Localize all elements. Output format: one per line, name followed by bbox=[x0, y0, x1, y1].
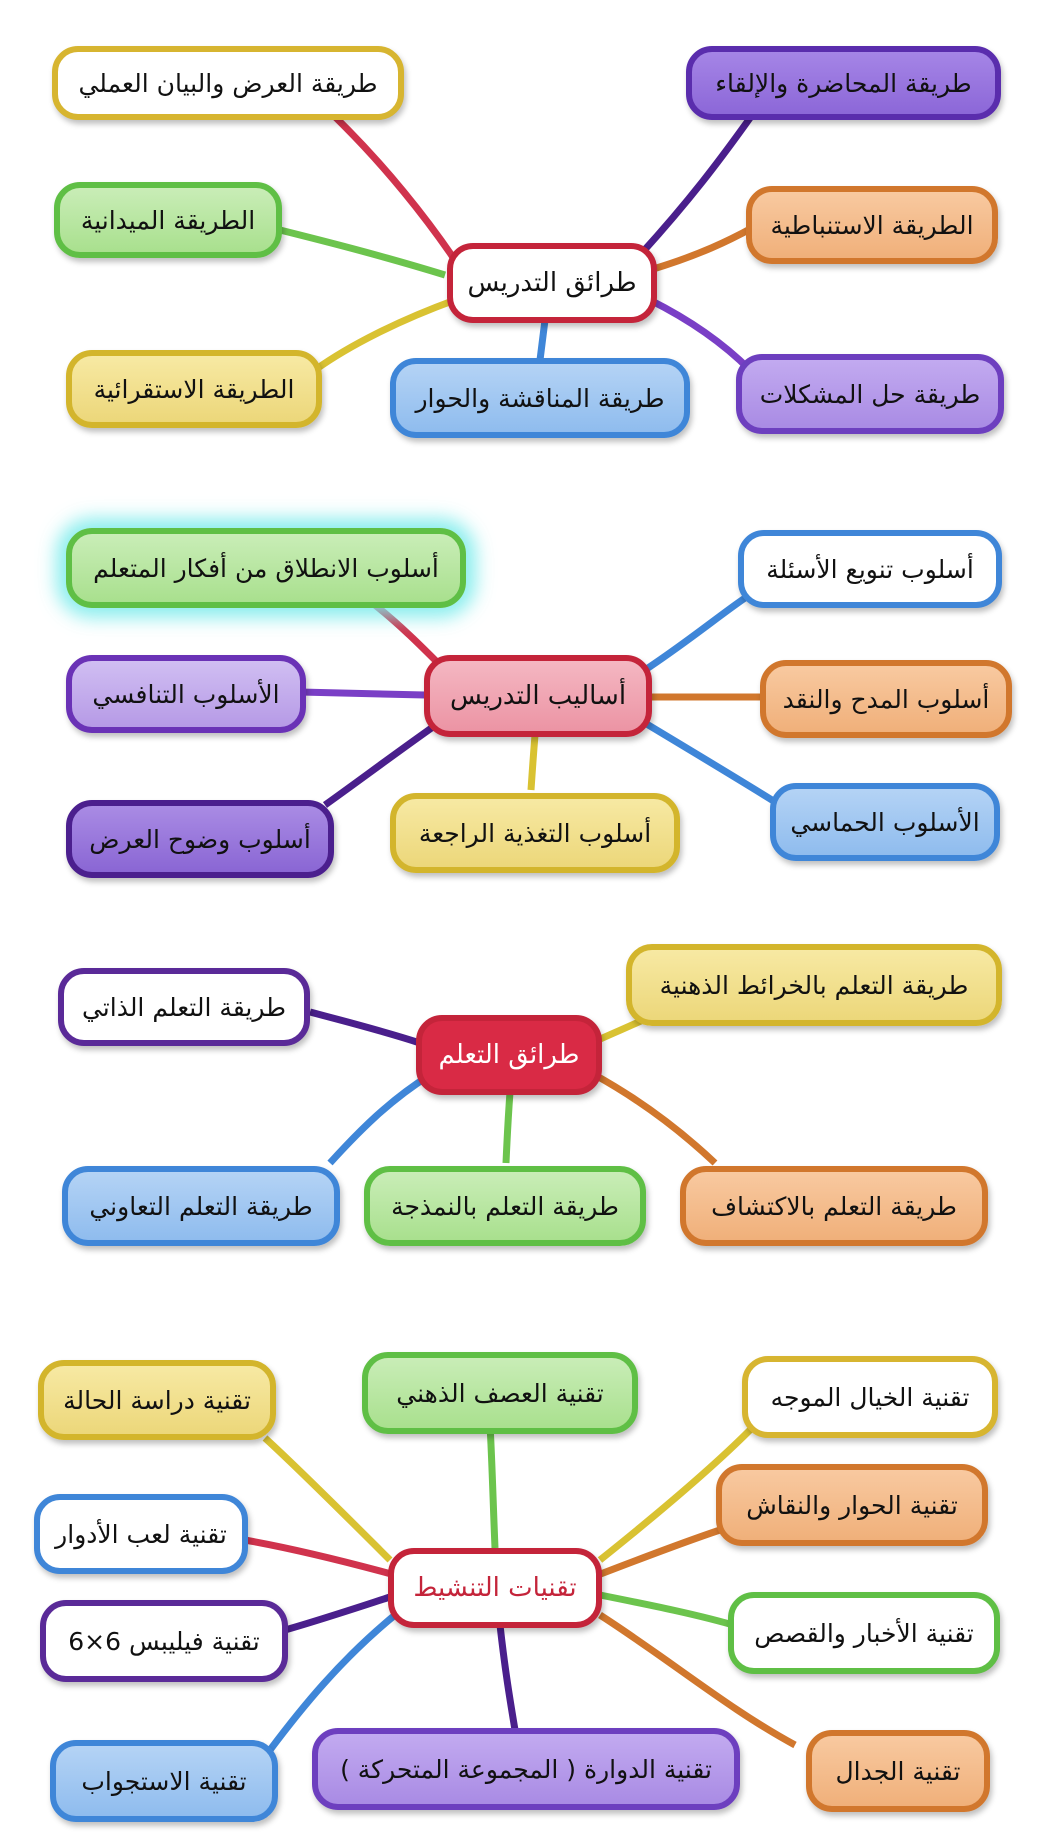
node-rotating-group: تقنية الدوارة ( المجموعة المتحركة ) bbox=[312, 1728, 740, 1810]
node-enthusiastic-style: الأسلوب الحماسي bbox=[770, 783, 1000, 861]
node-guided-imagination: تقنية الخيال الموجه bbox=[742, 1356, 998, 1438]
node-phillips-66: تقنية فيليبس 6×6 bbox=[40, 1600, 288, 1682]
center-node-teaching-methods: طرائق التدريس bbox=[447, 243, 657, 323]
connector bbox=[490, 1425, 495, 1548]
node-mind-maps-learning: طريقة التعلم بالخرائط الذهنية bbox=[626, 944, 1002, 1026]
connector bbox=[280, 230, 445, 275]
node-learner-ideas-style: أسلوب الانطلاق من أفكار المتعلم bbox=[66, 528, 466, 608]
node-competitive-style: الأسلوب التنافسي bbox=[66, 655, 306, 733]
connector bbox=[540, 320, 545, 360]
node-feedback-style: أسلوب التغذية الراجعة bbox=[390, 793, 680, 873]
connector bbox=[506, 1092, 510, 1163]
node-problem-solving-method: طريقة حل المشكلات bbox=[736, 354, 1004, 434]
node-praise-critique-style: أسلوب المدح والنقد bbox=[760, 660, 1012, 738]
connector bbox=[310, 1012, 420, 1043]
center-node-learning-methods: طرائق التعلم bbox=[416, 1015, 602, 1095]
node-discussion-method: طريقة المناقشة والحوار bbox=[390, 358, 690, 438]
center-node-teaching-styles: أساليب التدريس bbox=[424, 655, 652, 737]
node-inductive-method: الطريقة الاستقرائية bbox=[66, 350, 322, 428]
connector bbox=[300, 692, 425, 695]
node-modeling-learning: طريقة التعلم بالنمذجة bbox=[364, 1166, 646, 1246]
connector bbox=[265, 1438, 390, 1560]
node-debate: تقنية الجدال bbox=[806, 1730, 990, 1812]
connector bbox=[595, 1075, 715, 1163]
node-deductive-method: الطريقة الاستنباطية bbox=[746, 186, 998, 264]
connector bbox=[640, 720, 780, 805]
node-cooperative-learning: طريقة التعلم التعاوني bbox=[62, 1166, 340, 1246]
node-clear-presentation-style: أسلوب وضوح العرض bbox=[66, 800, 334, 878]
node-interrogation: تقنية الاستجواب bbox=[50, 1740, 278, 1822]
node-question-variety-style: أسلوب تنويع الأسئلة bbox=[738, 530, 1002, 608]
node-news-stories: تقنية الأخبار والقصص bbox=[728, 1592, 1000, 1674]
connector bbox=[600, 1595, 740, 1627]
node-brainstorming: تقنية العصف الذهني bbox=[362, 1352, 638, 1434]
node-demonstration-method: طريقة العرض والبيان العملي bbox=[52, 46, 404, 120]
node-role-playing: تقنية لعب الأدوار bbox=[34, 1494, 248, 1574]
connector bbox=[375, 605, 440, 665]
node-dialogue-discussion: تقنية الحوار والنقاش bbox=[716, 1464, 988, 1546]
connector bbox=[330, 1075, 430, 1163]
connector bbox=[285, 1597, 390, 1630]
node-self-learning: طريقة التعلم الذاتي bbox=[58, 968, 310, 1046]
node-case-study: تقنية دراسة الحالة bbox=[38, 1360, 276, 1440]
connector bbox=[650, 228, 752, 270]
connector bbox=[500, 1625, 515, 1730]
node-discovery-learning: طريقة التعلم بالاكتشاف bbox=[680, 1166, 988, 1246]
center-node-activation-techniques: تقنيات التنشيط bbox=[388, 1548, 602, 1628]
node-field-method: الطريقة الميدانية bbox=[54, 182, 282, 258]
connector bbox=[645, 598, 745, 670]
connector bbox=[531, 735, 535, 790]
node-lecture-method: طريقة المحاضرة والإلقاء bbox=[686, 46, 1001, 120]
connector bbox=[598, 1530, 720, 1575]
